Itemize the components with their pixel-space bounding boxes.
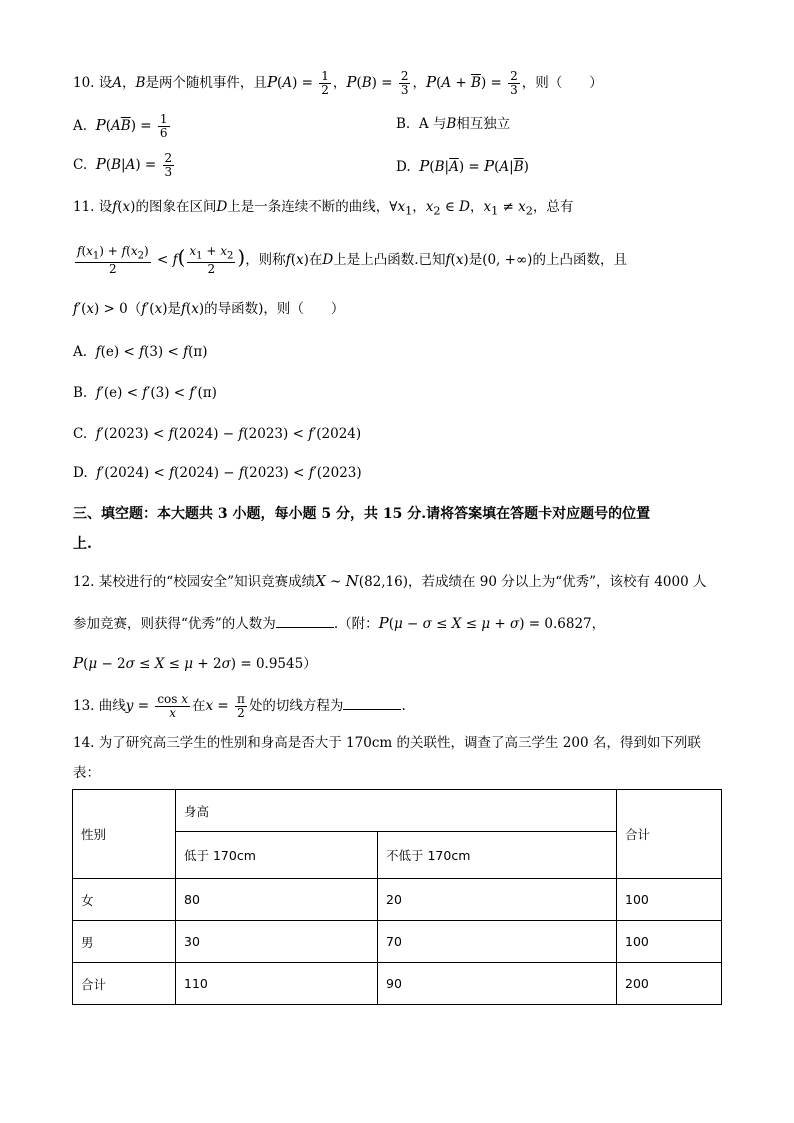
q10-option-c: C. P(B|A) = $\frac{2}{3}$ — [73, 151, 173, 179]
q10-option-b: B. A 与B相互独立 — [396, 116, 511, 132]
q10-stem-a: 10. 设 — [73, 75, 113, 91]
q11-option-d: D. f′(2024) < f(2024) − f(2023) < f′(2023) — [73, 465, 362, 481]
subheader-low: 低于 170cm — [176, 832, 378, 879]
header-gender: 性别 — [73, 790, 176, 879]
q10-stem: 10. 设A，B是两个随机事件，且P(A) = $\frac{1}{2}$ ，P(B) = $\frac{2}{3}$ ，$P(A + \overline{B})$ = $\frac{2}{3}$ ，则（ ） — [73, 69, 603, 97]
section-heading-cont: 上. — [73, 536, 92, 552]
q11-option-b: B. f′(e) < f′(3) < f′(π) — [73, 385, 217, 401]
q12-line1: 12. 某校进行的“校园安全”知识竞赛成绩X ~ N(82,16)，若成绩在 90 分以上为“优秀”，该校有 4000 人 — [73, 572, 707, 590]
header-height: 身高 — [176, 790, 617, 832]
answer-blank — [276, 613, 334, 628]
q14-line2: 表： — [73, 765, 100, 781]
q11-line1: 11. 设f(x)的图象在区间D上是一条连续不断的曲线，$\forall x_1$，$x_2$ ∈ D，$x_1 \ne x_2$，总有 — [73, 199, 574, 218]
q10-stem-c: ，则（ ） — [521, 75, 603, 91]
q10-option-a: A. $P(A\overline{B})$ = $\frac{1}{6}$ — [73, 112, 168, 140]
contingency-table — [72, 789, 722, 1005]
answer-blank — [343, 695, 401, 710]
header-total: 合计 — [617, 790, 722, 879]
table-row: 合计 110 90 200 — [73, 963, 722, 1005]
q10-option-d: D. $P(B|\overline{A}) = P(A|\overline{B})$ — [396, 157, 529, 175]
q14-line1: 14. 为了研究高三学生的性别和身高是否大于 170cm 的关联性，调查了高三学生 200 名，得到如下列联 — [73, 735, 701, 751]
q11-line3: f′(x) > 0（f′(x)是f(x)的导函数)，则（ ） — [73, 301, 345, 317]
q11-line2: $\frac{f(x_1) + f(x_2)}{2}$ < f( $\frac{x_1 + x_2}{2}$ )，则称f(x)在D上是上凸函数.已知f(x)是(0, +∞)的上凸函数，且 — [77, 244, 627, 277]
table-row: 女 80 20 100 — [73, 879, 722, 921]
q10-stem-b: 是两个随机事件，且 — [145, 75, 267, 91]
q13-line: 13. 曲线y = $\frac{\text{cos x}}{x}$ 在x = $\frac{\pi}{2}$ 处的切线方程为 . — [73, 692, 406, 720]
table-row: 男 30 70 100 — [73, 921, 722, 963]
q11-option-a: A. f(e) < f(3) < f(π) — [73, 344, 208, 360]
section-heading: 三、填空题：本大题共 3 小题，每小题 5 分，共 15 分.请将答案填在答题卡对应题号的位置 — [73, 506, 651, 522]
subheader-high: 不低于 170cm — [378, 832, 617, 879]
q11-option-c: C. f′(2023) < f(2024) − f(2023) < f′(2024) — [73, 426, 362, 442]
q12-line3: P(μ − 2σ ≤ X ≤ μ + 2σ) = 0.9545） — [73, 654, 317, 672]
q12-line2: 参加竞赛，则获得“优秀”的人数为 .（附：P(μ − σ ≤ X ≤ μ + σ) = 0.6827， — [73, 614, 606, 632]
